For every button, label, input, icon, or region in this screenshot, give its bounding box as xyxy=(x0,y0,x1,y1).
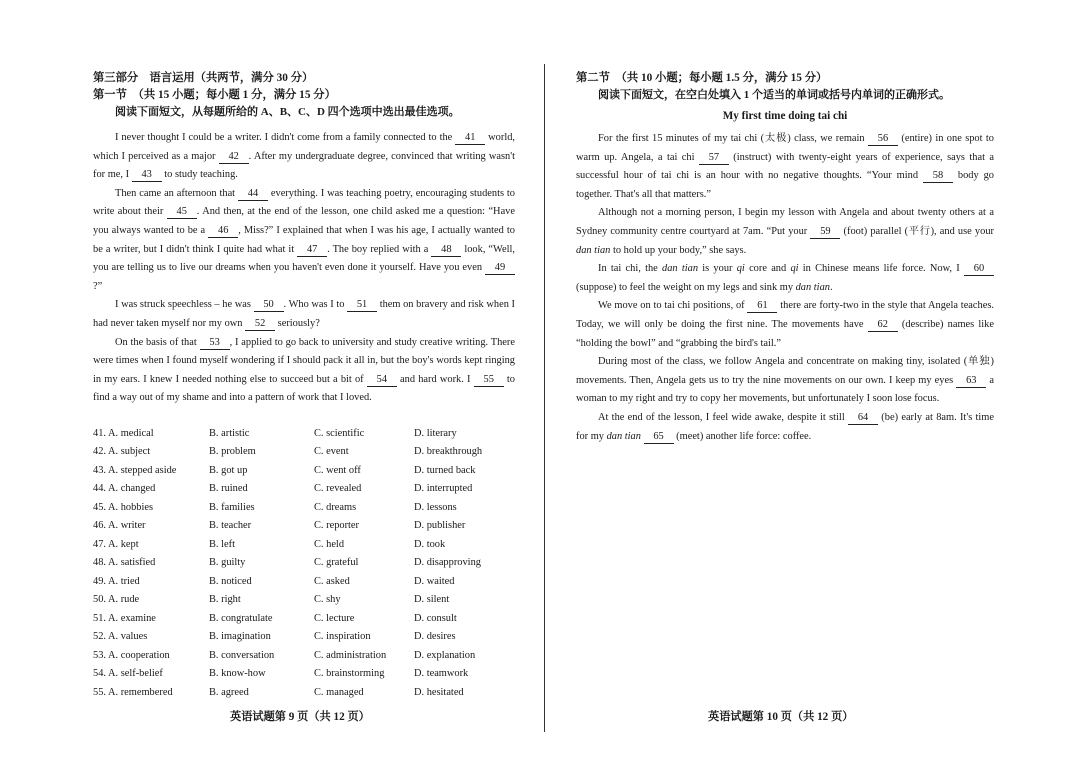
blank-64: 64 xyxy=(848,412,878,425)
option-row: 46. A. writer B. teacher C. reporter D. publisher xyxy=(93,520,466,532)
paragraph: I was struck speechless – he was 50 . Who was I to 51 them on bravery and risk when I had never taken myself nor my own 52 seriously? xyxy=(93,299,515,329)
blank-48: 48 xyxy=(431,244,461,257)
page-footer-9: 英语试题第 9 页（共 12 页） xyxy=(230,711,370,723)
blank-54: 54 xyxy=(367,374,397,387)
paragraph: For the first 15 minutes of my tai chi (太极) class, we remain 56 (entire) in one spot to warm up. Angela, a tai chi 57 (instruct) with twenty-eight years of experience, says that a successful hour of tai chi is an hour with no negative thoughts. “Your mind 58 body go together. That's all that matters.” xyxy=(576,133,994,200)
paragraph: We move on to tai chi positions, of 61 there are forty-two in the style that Angela teaches. Today, we will only be doing the first nine. The movements have 62 (describe) names like “holding the bowl” and “grabbing the bird's tail.” xyxy=(576,300,994,349)
passage-title: My first time doing tai chi xyxy=(722,110,848,122)
blank-58: 58 xyxy=(923,170,953,183)
blank-42: 42 xyxy=(219,151,249,164)
paragraph: Then came an afternoon that 44 everything. I was teaching poetry, encouraging students to write about their 45 . And then, at the end of the lesson, one child asked me a question: “Have you always wanted to be a 46 , Miss?” I explained that when I was his age, I actually wanted to be a writer, but I didn't think I quite had what it 47 . The boy replied with a 48 look, “Well, you are telling us to live our dreams when you haven't even done it yourself. Have you even 49 ?” xyxy=(93,187,515,292)
option-row: 49. A. tried B. noticed C. asked D. waited xyxy=(93,575,455,587)
blank-60: 60 xyxy=(964,263,994,276)
blank-52: 52 xyxy=(245,318,275,331)
option-row: 45. A. hobbies B. families C. dreams D. lessons xyxy=(93,501,457,513)
blank-61: 61 xyxy=(747,300,777,313)
blank-59: 59 xyxy=(810,226,840,239)
option-row: 42. A. subject B. problem C. event D. breakthrough xyxy=(93,446,483,458)
blank-57: 57 xyxy=(699,152,729,165)
option-row: 55. A. remembered B. agreed C. managed D. hesitated xyxy=(93,686,464,698)
paragraph: During most of the class, we follow Angela and concentrate on making tiny, isolated (单独) movements. Then, Angela gets us to try the nine movements on our own. I keep my eyes 63 a woman to my right and try to copy her movements, but unfortunately I soon lose focus. xyxy=(576,356,994,405)
blank-56: 56 xyxy=(868,133,898,146)
page-10 xyxy=(546,0,1080,762)
blank-47: 47 xyxy=(297,244,327,257)
option-row: 51. A. examine B. congratulate C. lecture D. consult xyxy=(93,612,457,624)
blank-49: 49 xyxy=(485,262,515,275)
blank-50: 50 xyxy=(254,299,284,312)
option-row: 48. A. satisfied B. guilty C. grateful D. disapproving xyxy=(93,557,481,569)
paragraph: Although not a morning person, I begin my lesson with Angela and about twenty others at a Sydney community centre courtyard at 7am. “Put your 59 (foot) parallel (平行), and use your dan tian to hold up your body,” she says. xyxy=(576,207,994,256)
instruction: 阅读下面短文，从每题所给的 A、B、C、D 四个选项中选出最佳选项。 xyxy=(115,106,460,118)
subsection-header: 第一节 （共 15 小题；每小题 1 分，满分 15 分） xyxy=(93,89,336,101)
option-row: 47. A. kept B. left C. held D. took xyxy=(93,538,446,550)
blank-55: 55 xyxy=(474,374,504,387)
subsection-header: 第二节 （共 10 小题；每小题 1.5 分，满分 15 分） xyxy=(576,72,828,84)
blank-43: 43 xyxy=(132,169,162,182)
paragraph: I never thought I could be a writer. I didn't come from a family connected to the 41 world, which I perceived as a major 42 . After my undergraduate degree, convinced that writing wasn't for me, I 43 to study teaching. xyxy=(93,132,516,181)
blank-62: 62 xyxy=(868,319,898,332)
blank-41: 41 xyxy=(455,132,485,145)
blank-46: 46 xyxy=(208,225,238,238)
instruction: 阅读下面短文，在空白处填入 1 个适当的单词或括号内单词的正确形式。 xyxy=(598,89,950,101)
option-row: 52. A. values B. imagination C. inspiration D. desires xyxy=(93,631,456,643)
paragraph: In tai chi, the dan tian is your qi core and qi in Chinese means life force. Now, I 60 (suppose) to feel the weight on my legs and sink my dan tian. xyxy=(576,260,994,297)
options-list xyxy=(93,424,515,702)
paragraph: At the end of the lesson, I feel wide awake, despite it still 64 (be) early at 8am. It's time for my dan tian 65 (meet) another life force: coffee. xyxy=(576,411,994,442)
option-row: 41. A. medical B. artistic C. scientific D. literary xyxy=(93,427,457,439)
blank-53: 53 xyxy=(200,337,230,350)
paragraph: On the basis of that 53 , I applied to go back to university and study creative writing. There were times when I found myself wondering if I should pack it all in, but the boy's words kept ringing in my ears. I knew I needed nothing else to succeed but a bit of 54 and hard work. I 55 to find a way out of my shame and into a pattern of work that I loved. xyxy=(93,336,515,404)
option-row: 43. A. stepped aside B. got up C. went off D. turned back xyxy=(93,464,476,476)
option-row: 53. A. cooperation B. conversation C. administration D. explanation xyxy=(93,649,476,661)
grammar-fill-passage xyxy=(576,130,994,446)
blank-45: 45 xyxy=(167,206,197,219)
page-footer-10: 英语试题第 10 页（共 12 页） xyxy=(708,711,854,723)
blank-65: 65 xyxy=(644,431,674,444)
option-row: 54. A. self-belief B. know-how C. brainstorming D. teamwork xyxy=(93,668,469,680)
cloze-passage xyxy=(93,129,515,408)
option-row: 44. A. changed B. ruined C. revealed D. interrupted xyxy=(93,483,473,495)
blank-44: 44 xyxy=(238,188,268,201)
blank-63: 63 xyxy=(956,375,986,388)
blank-51: 51 xyxy=(347,299,377,312)
option-row: 50. A. rude B. right C. shy D. silent xyxy=(93,594,450,606)
section-header: 第三部分 语言运用（共两节，满分 30 分） xyxy=(93,72,314,84)
